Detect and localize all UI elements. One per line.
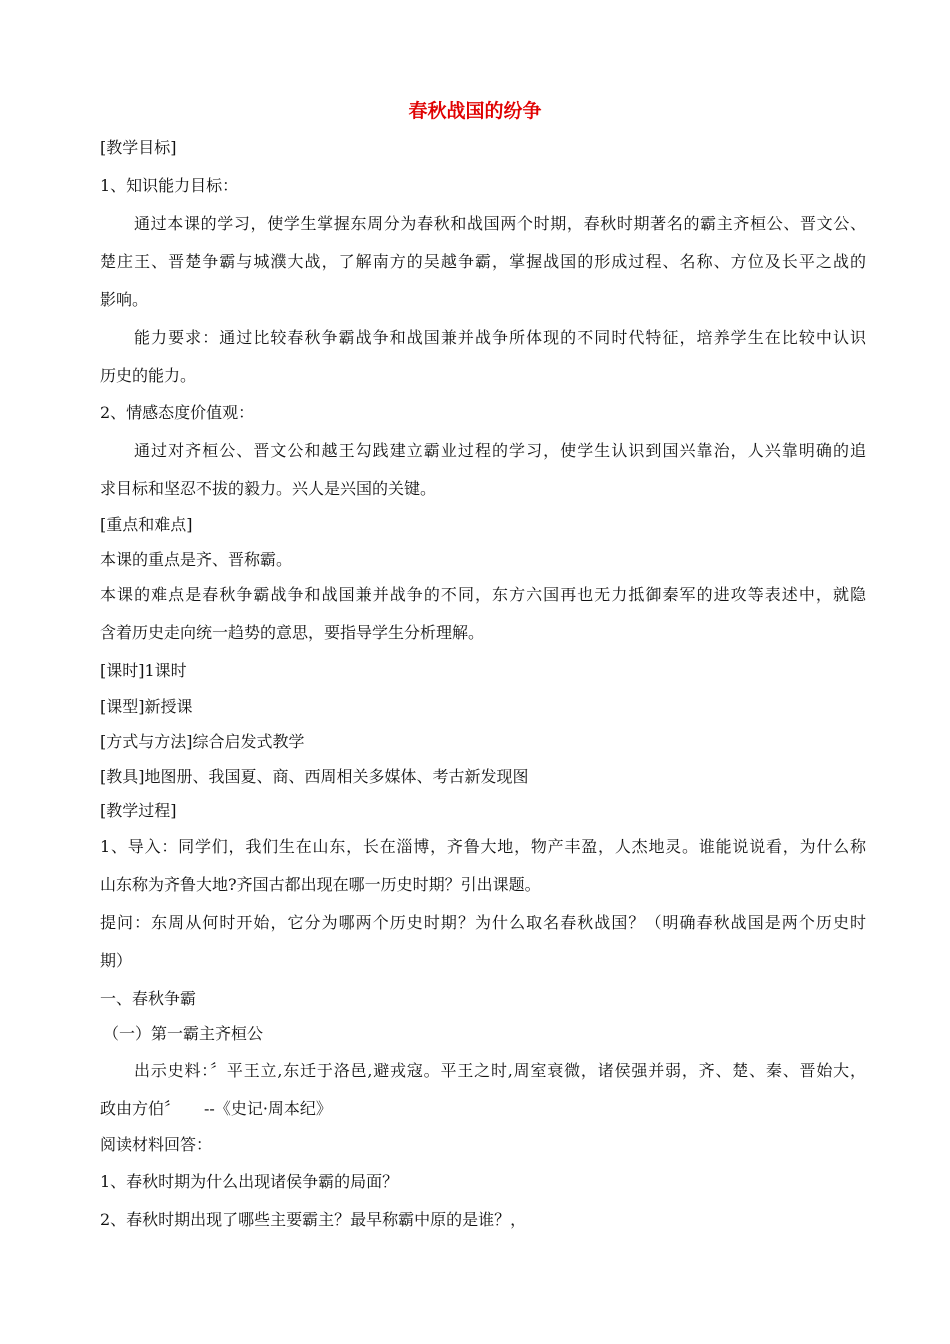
paragraph-line: 出示史料：〞平王立,东迁于洛邑,避戎寇。平王之时,周室衰微，诸侯强并弱，齐、楚、秦、晋始大， [134, 1061, 866, 1080]
paragraph-line: 期） [100, 951, 133, 970]
document-title: 春秋战国的纷争 [408, 100, 542, 122]
paragraph-line: 山东称为齐鲁大地?齐国古都出现在哪一历史时期？引出课题。 [100, 875, 541, 894]
subheading-knowledge-ability: 1、知识能力目标： [100, 176, 239, 195]
question-line: 2、春秋时期出现了哪些主要霸主？最早称霸中原的是谁？， [100, 1210, 527, 1229]
paragraph-line: 1、导入：同学们，我们生在山东，长在淄博，齐鲁大地，物产丰盈，人杰地灵。谁能说说看，为什么称 [100, 837, 866, 856]
subsection-heading-qi-huan-gong: （一）第一霸主齐桓公 [103, 1024, 264, 1043]
info-lesson-type: [课型]新授课 [100, 697, 193, 716]
info-method: [方式与方法]综合启发式教学 [100, 732, 305, 751]
paragraph-line: 本课的重点是齐、晋称霸。 [100, 550, 293, 569]
paragraph-line: 本课的难点是春秋争霸战争和战国兼并战争的不同，东方六国再也无力抵御秦军的进攻等表述中，就隐 [100, 585, 866, 604]
paragraph-line: 历史的能力。 [100, 366, 197, 385]
paragraph-line: 影响。 [100, 290, 149, 309]
paragraph-line: 提问：东周从何时开始，它分为哪两个历史时期？为什么取名春秋战国？（明确春秋战国是两个历史时 [100, 913, 866, 932]
question-line: 1、春秋时期为什么出现诸侯争霸的局面？ [100, 1172, 399, 1191]
info-class-hours: [课时]1课时 [100, 661, 187, 680]
section-heading-key-points: [重点和难点] [100, 515, 193, 534]
paragraph-line: 阅读材料回答： [100, 1135, 213, 1154]
section-heading-teaching-goals: [教学目标] [100, 138, 177, 157]
section-heading-spring-autumn: 一、春秋争霸 [100, 989, 197, 1008]
paragraph-line: 通过本课的学习，使学生掌握东周分为春秋和战国两个时期，春秋时期著名的霸主齐桓公、晋文公、 [134, 214, 866, 233]
paragraph-line: 政由方伯〞 --《史记·周本纪》 [100, 1099, 332, 1118]
section-heading-teaching-process: [教学过程] [100, 801, 177, 820]
paragraph-line: 通过对齐桓公、晋文公和越王勾践建立霸业过程的学习，使学生认识到国兴靠治，人兴靠明确的追 [134, 441, 866, 460]
paragraph-line: 楚庄王、晋楚争霸与城濮大战，了解南方的吴越争霸，掌握战国的形成过程、名称、方位及长平之战的 [100, 252, 866, 271]
info-teaching-aids: [教具]地图册、我国夏、商、西周相关多媒体、考古新发现图 [100, 767, 529, 786]
paragraph-line: 能力要求：通过比较春秋争霸战争和战国兼并战争所体现的不同时代特征，培养学生在比较中认识 [134, 328, 866, 347]
subheading-emotion-values: 2、情感态度价值观： [100, 403, 255, 422]
paragraph-line: 求目标和坚忍不拔的毅力。兴人是兴国的关键。 [100, 479, 437, 498]
paragraph-line: 含着历史走向统一趋势的意思，要指导学生分析理解。 [100, 623, 485, 642]
